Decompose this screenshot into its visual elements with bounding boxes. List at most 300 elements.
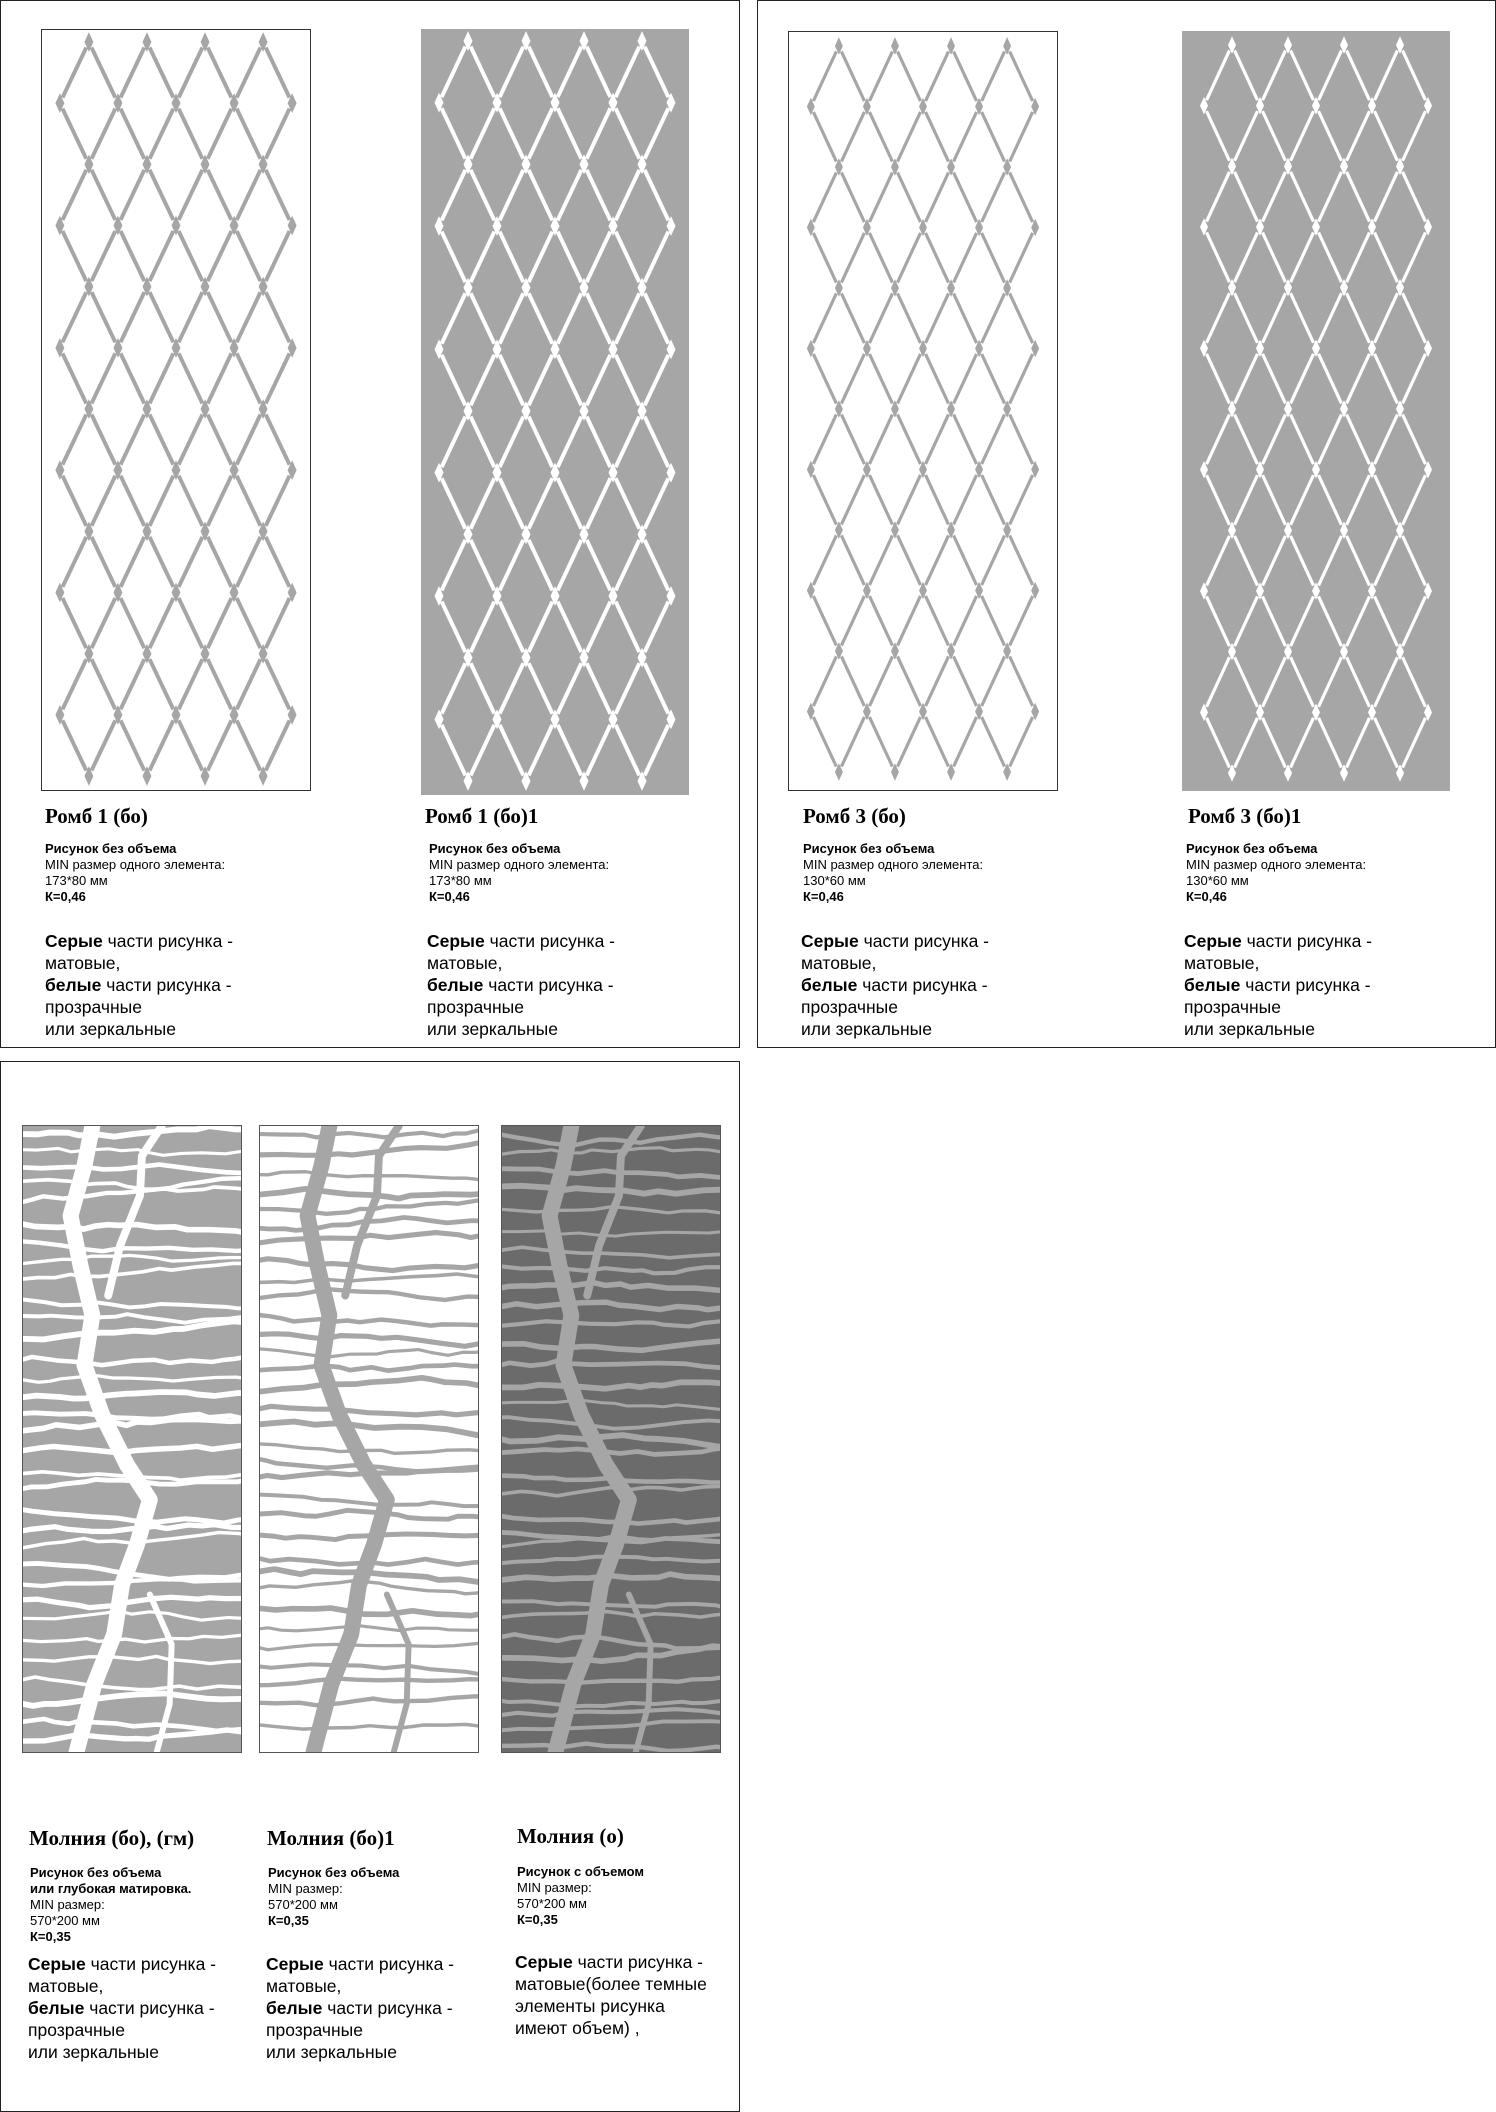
lattice-bar: [150, 353, 174, 403]
romb3-1-title: Ромб 3 (бо)1: [1188, 804, 1302, 828]
gray-rest: части рисунка -: [572, 1952, 704, 1972]
molnia-subtitle: Рисунок без объема: [30, 1865, 162, 1880]
romb1-1-k: К=0,46: [429, 889, 470, 904]
lattice-bar: [954, 475, 977, 525]
lattice-bar: [841, 354, 864, 404]
molnia-1-size: 570*200 мм: [268, 1897, 338, 1912]
lattice-bar: [841, 51, 864, 101]
lattice-bar: [897, 475, 920, 525]
molnia-o-desc: [515, 1951, 707, 2039]
romb3-k: К=0,46: [803, 889, 844, 904]
lattice-bar: [237, 109, 261, 159]
romb1-k: К=0,46: [45, 889, 86, 904]
lattice-bar: [1010, 596, 1033, 646]
desc-line3: элементы рисунка: [515, 1996, 665, 2016]
lattice-bar: [62, 170, 86, 220]
lattice-bar: [954, 414, 977, 464]
lattice-bar: [813, 172, 836, 222]
gray-rest: части рисунка -: [1241, 931, 1373, 951]
romb3-subtitle: Рисунок без объема: [803, 841, 935, 856]
lattice-bar: [841, 535, 864, 585]
desc-line5: или зеркальные: [45, 1019, 176, 1039]
molnia-o-subtitle: Рисунок с объемом: [517, 1864, 645, 1879]
lattice-bar: [208, 720, 232, 770]
lattice-bar: [208, 476, 232, 526]
lattice-bar: [62, 537, 86, 587]
lattice-bar: [813, 354, 836, 404]
lattice-bar: [92, 292, 116, 342]
lattice-bar: [841, 656, 864, 706]
lattice-bar: [179, 476, 203, 526]
romb1-subtitle: Рисунок без объема: [45, 841, 177, 856]
lattice-bar: [982, 535, 1005, 585]
gray-rest: части рисунка -: [323, 1954, 455, 1974]
white-rest: части рисунка -: [101, 975, 232, 995]
lattice-bar: [208, 109, 232, 159]
lattice-bar: [237, 353, 261, 403]
desc-line5: или зеркальные: [1184, 1019, 1315, 1039]
lattice-bar: [121, 353, 145, 403]
lattice-bar: [841, 596, 864, 646]
romb1-1-specs: [429, 841, 609, 905]
lattice-bar: [954, 293, 977, 343]
lattice-bar: [869, 354, 892, 404]
molnia-o-specs: [517, 1864, 644, 1928]
lattice-bar: [179, 537, 203, 587]
lattice-bar: [179, 720, 203, 770]
romb3-1-specs: [1186, 841, 1366, 905]
lattice-bar: [841, 172, 864, 222]
lattice-bar: [926, 354, 949, 404]
lattice-bar: [841, 233, 864, 283]
white-word: белые: [427, 975, 484, 995]
lattice-bar: [62, 292, 86, 342]
lattice-bar: [926, 293, 949, 343]
lattice-bar: [813, 112, 836, 162]
lattice-bar: [92, 415, 116, 465]
molnia-1-desc: [266, 1953, 454, 2063]
lattice-bar: [897, 112, 920, 162]
lattice-bar: [266, 353, 290, 403]
lattice-bar: [62, 598, 86, 648]
white-word: белые: [801, 975, 858, 995]
white-rest: части рисунка -: [322, 1998, 453, 2018]
desc-line2: матовые,: [801, 953, 877, 973]
white-rest: части рисунка -: [1240, 975, 1371, 995]
romb1-1-min-label: MIN размер одного элемента:: [429, 857, 610, 872]
lattice-bar: [954, 656, 977, 706]
lattice-bar: [150, 476, 174, 526]
molnia-o-title: Молния (о): [517, 1824, 624, 1848]
romb1-specs: [45, 841, 225, 905]
lattice-bar: [92, 353, 116, 403]
lattice-bar: [237, 476, 261, 526]
lattice-bar: [266, 598, 290, 648]
desc-line4: прозрачные: [28, 2020, 125, 2040]
lattice-bar: [237, 598, 261, 648]
lattice-bar: [179, 353, 203, 403]
lattice-bar: [813, 293, 836, 343]
lattice-bar: [266, 476, 290, 526]
molnia-desc: [28, 1953, 216, 2063]
white-word: белые: [266, 1998, 323, 2018]
lattice-bar: [926, 475, 949, 525]
lattice-bar: [92, 720, 116, 770]
molnia-size: 570*200 мм: [30, 1913, 100, 1928]
lattice-bar: [813, 233, 836, 283]
lattice-bar: [208, 415, 232, 465]
lattice-bar: [208, 292, 232, 342]
lattice-bar: [266, 415, 290, 465]
romb3-desc: [801, 930, 989, 1040]
molnia-specs: [30, 1865, 191, 1945]
lattice-bar: [954, 717, 977, 767]
lattice-bar: [954, 51, 977, 101]
lattice-bar: [1010, 112, 1033, 162]
lattice-bar: [150, 598, 174, 648]
sheet-romb3: [757, 0, 1496, 1048]
lattice-bar: [897, 596, 920, 646]
lattice-bar: [982, 354, 1005, 404]
lattice-bar: [1010, 293, 1033, 343]
romb1-panel-white: [41, 29, 311, 791]
white-rest: части рисунка -: [84, 1998, 215, 2018]
molnia-k: К=0,35: [30, 1929, 71, 1944]
lattice-bar: [926, 717, 949, 767]
romb1-panel-gray: [421, 29, 689, 795]
romb3-panel-white: [788, 31, 1058, 791]
lattice-bar: [841, 293, 864, 343]
lattice-bar: [266, 659, 290, 709]
lattice-bar: [92, 47, 116, 97]
romb3-1-min-label: MIN размер одного элемента:: [1186, 857, 1367, 872]
lattice-bar: [1010, 717, 1033, 767]
gray-word: Серые: [45, 931, 103, 951]
lattice-bar: [62, 476, 86, 526]
romb1-diamond-pattern: [42, 30, 310, 790]
lattice-bar: [179, 170, 203, 220]
lattice-bar: [62, 353, 86, 403]
lattice-bar: [813, 656, 836, 706]
lattice-bar: [1010, 535, 1033, 585]
lattice-bar: [179, 47, 203, 97]
lattice-bar: [62, 415, 86, 465]
lattice-bar: [982, 717, 1005, 767]
romb3-panel-gray: [1182, 31, 1450, 791]
gray-word: Серые: [427, 931, 485, 951]
lattice-bar: [841, 717, 864, 767]
lattice-bar: [869, 112, 892, 162]
lattice-bar: [150, 415, 174, 465]
molnia-min-label: MIN размер:: [30, 1897, 105, 1912]
white-word: белые: [1184, 975, 1241, 995]
lattice-bar: [150, 231, 174, 281]
lattice-bar: [179, 292, 203, 342]
lattice-bar: [266, 537, 290, 587]
romb1-1-desc: [427, 930, 615, 1040]
lattice-bar: [982, 414, 1005, 464]
lattice-bar: [208, 47, 232, 97]
lattice-bar: [121, 109, 145, 159]
molnia-1-k: К=0,35: [268, 1913, 309, 1928]
romb3-1-size: 130*60 мм: [1186, 873, 1249, 888]
desc-line4: прозрачные: [266, 2020, 363, 2040]
lattice-bar: [982, 51, 1005, 101]
lattice-bar: [982, 112, 1005, 162]
romb1-size: 173*80 мм: [45, 873, 108, 888]
desc-line5: или зеркальные: [266, 2042, 397, 2062]
lattice-bar: [1010, 172, 1033, 222]
gray-word: Серые: [266, 1954, 324, 1974]
lattice-bar: [897, 656, 920, 706]
gray-rest: части рисунка -: [85, 1954, 217, 1974]
lattice-bar: [237, 231, 261, 281]
lattice-bar: [179, 415, 203, 465]
desc-line4: прозрачные: [427, 997, 524, 1017]
romb1-min-label: MIN размер одного элемента:: [45, 857, 226, 872]
molnia-panel-white: [259, 1125, 479, 1753]
lattice-bar: [1010, 656, 1033, 706]
desc-line4: прозрачные: [1184, 997, 1281, 1017]
lattice-bar: [869, 414, 892, 464]
white-rest: части рисунка -: [857, 975, 988, 995]
lattice-bar: [869, 475, 892, 525]
molnia-o-crack-pattern: [502, 1126, 720, 1752]
lattice-bar: [897, 51, 920, 101]
lattice-bar: [179, 598, 203, 648]
lattice-bar: [237, 47, 261, 97]
lattice-bar: [869, 172, 892, 222]
lattice-bar: [150, 47, 174, 97]
lattice-bar: [179, 659, 203, 709]
romb3-title: Ромб 3 (бо): [803, 804, 906, 828]
lattice-bar: [121, 598, 145, 648]
lattice-bar: [869, 596, 892, 646]
romb1-desc: [45, 930, 233, 1040]
lattice-bar: [954, 172, 977, 222]
molnia-1-subtitle: Рисунок без объема: [268, 1865, 400, 1880]
desc-line2: матовые,: [45, 953, 121, 973]
lattice-bar: [208, 353, 232, 403]
lattice-bar: [208, 598, 232, 648]
molnia-title: Молния (бо), (гм): [29, 1826, 195, 1850]
lattice-bar: [897, 293, 920, 343]
lattice-bar: [982, 475, 1005, 525]
sheet-molnia: [0, 1061, 740, 2112]
lattice-bar: [869, 535, 892, 585]
lattice-bar: [62, 659, 86, 709]
molnia-1-specs: [268, 1865, 399, 1929]
lattice-bar: [62, 47, 86, 97]
romb3-specs: [803, 841, 983, 905]
lattice-bar: [208, 659, 232, 709]
lattice-bar: [813, 596, 836, 646]
desc-line5: или зеркальные: [427, 1019, 558, 1039]
desc-line2: матовые,: [266, 1976, 342, 1996]
lattice-bar: [237, 720, 261, 770]
lattice-bar: [62, 231, 86, 281]
lattice-bar: [237, 292, 261, 342]
romb3-1-k: К=0,46: [1186, 889, 1227, 904]
lattice-bar: [150, 537, 174, 587]
lattice-bar: [813, 414, 836, 464]
lattice-bar: [92, 659, 116, 709]
lattice-bar: [92, 537, 116, 587]
lattice-bar: [926, 51, 949, 101]
desc-line2: матовые,: [427, 953, 503, 973]
lattice-bar: [982, 233, 1005, 283]
gray-word: Серые: [801, 931, 859, 951]
lattice-bar: [92, 476, 116, 526]
desc-line2: матовые(более темные: [515, 1974, 707, 1994]
lattice-bar: [926, 112, 949, 162]
lattice-bar: [926, 596, 949, 646]
lattice-bar: [92, 231, 116, 281]
lattice-bar: [1010, 354, 1033, 404]
romb3-diamond-pattern: [789, 32, 1057, 790]
lattice-bar: [954, 233, 977, 283]
lattice-bar: [237, 537, 261, 587]
lattice-bar: [954, 535, 977, 585]
romb1-1-subtitle: Рисунок без объема: [429, 841, 561, 856]
lattice-bar: [897, 414, 920, 464]
lattice-bar: [208, 537, 232, 587]
lattice-bar: [121, 659, 145, 709]
lattice-bar: [926, 414, 949, 464]
romb3-size: 130*60 мм: [803, 873, 866, 888]
desc-line4: прозрачные: [801, 997, 898, 1017]
romb1-title: Ромб 1 (бо): [45, 804, 148, 828]
lattice-bar: [897, 233, 920, 283]
lattice-bar: [150, 292, 174, 342]
molnia-panel-gray: [22, 1125, 242, 1753]
lattice-bar: [266, 170, 290, 220]
gray-word: Серые: [1184, 931, 1242, 951]
lattice-bar: [62, 720, 86, 770]
gray-word: Серые: [515, 1952, 573, 1972]
lattice-bar: [897, 717, 920, 767]
lattice-bar: [62, 109, 86, 159]
lattice-bar: [841, 112, 864, 162]
lattice-bar: [237, 170, 261, 220]
lattice-bar: [237, 415, 261, 465]
lattice-bar: [841, 414, 864, 464]
white-word: белые: [28, 1998, 85, 2018]
lattice-bar: [92, 598, 116, 648]
lattice-bar: [92, 170, 116, 220]
lattice-bar: [982, 293, 1005, 343]
lattice-bar: [869, 233, 892, 283]
lattice-bar: [954, 112, 977, 162]
lattice-bar: [121, 415, 145, 465]
lattice-bar: [1010, 51, 1033, 101]
lattice-bar: [1010, 414, 1033, 464]
romb3-1-subtitle: Рисунок без объема: [1186, 841, 1318, 856]
romb3-1-desc: [1184, 930, 1372, 1040]
desc-line4: прозрачные: [45, 997, 142, 1017]
lattice-bar: [121, 537, 145, 587]
lattice-bar: [266, 292, 290, 342]
lattice-bar: [92, 109, 116, 159]
lattice-bar: [208, 231, 232, 281]
lattice-bar: [121, 47, 145, 97]
lattice-bar: [869, 51, 892, 101]
lattice-bar: [266, 720, 290, 770]
molnia-subtitle2: или глубокая матировка.: [30, 1881, 192, 1896]
lattice-bar: [121, 476, 145, 526]
romb1-1-diamond-pattern: [421, 29, 689, 795]
lattice-bar: [841, 475, 864, 525]
lattice-bar: [982, 596, 1005, 646]
lattice-bar: [208, 170, 232, 220]
desc-line4: имеют объем) ,: [515, 2018, 640, 2038]
lattice-bar: [954, 596, 977, 646]
gray-rest: части рисунка -: [102, 931, 234, 951]
lattice-bar: [179, 231, 203, 281]
lattice-bar: [266, 47, 290, 97]
lattice-bar: [897, 354, 920, 404]
white-word: белые: [45, 975, 102, 995]
lattice-bar: [813, 535, 836, 585]
lattice-bar: [897, 535, 920, 585]
lattice-bar: [150, 109, 174, 159]
lattice-bar: [869, 717, 892, 767]
lattice-bar: [266, 231, 290, 281]
lattice-bar: [982, 172, 1005, 222]
lattice-bar: [121, 170, 145, 220]
molnia-1-crack-pattern: [260, 1126, 478, 1752]
lattice-bar: [150, 170, 174, 220]
gray-rest: части рисунка -: [858, 931, 990, 951]
lattice-bar: [954, 354, 977, 404]
gray-rest: части рисунка -: [484, 931, 616, 951]
molnia-o-k: К=0,35: [517, 1912, 558, 1927]
lattice-bar: [1010, 233, 1033, 283]
lattice-bar: [266, 109, 290, 159]
lattice-bar: [237, 659, 261, 709]
lattice-bar: [869, 293, 892, 343]
desc-line2: матовые,: [28, 1976, 104, 1996]
romb1-1-size: 173*80 мм: [429, 873, 492, 888]
desc-line5: или зеркальные: [28, 2042, 159, 2062]
lattice-bar: [150, 659, 174, 709]
lattice-bar: [897, 172, 920, 222]
lattice-bar: [982, 656, 1005, 706]
desc-line5: или зеркальные: [801, 1019, 932, 1039]
lattice-bar: [121, 720, 145, 770]
molnia-o-size: 570*200 мм: [517, 1896, 587, 1911]
molnia-o-min-label: MIN размер:: [517, 1880, 592, 1895]
lattice-bar: [813, 51, 836, 101]
molnia-1-title: Молния (бо)1: [267, 1826, 395, 1850]
lattice-bar: [926, 233, 949, 283]
lattice-bar: [1010, 475, 1033, 525]
molnia-1-min-label: MIN размер:: [268, 1881, 343, 1896]
desc-line2: матовые,: [1184, 953, 1260, 973]
lattice-bar: [150, 720, 174, 770]
white-rest: части рисунка -: [483, 975, 614, 995]
lattice-bar: [813, 475, 836, 525]
molnia-panel-dark: [501, 1125, 721, 1753]
romb3-min-label: MIN размер одного элемента:: [803, 857, 984, 872]
lattice-bar: [926, 535, 949, 585]
lattice-bar: [813, 717, 836, 767]
lattice-bar: [926, 656, 949, 706]
lattice-bar: [926, 172, 949, 222]
romb1-1-title: Ромб 1 (бо)1: [425, 804, 539, 828]
molnia-crack-pattern: [23, 1126, 241, 1752]
lattice-bar: [179, 109, 203, 159]
